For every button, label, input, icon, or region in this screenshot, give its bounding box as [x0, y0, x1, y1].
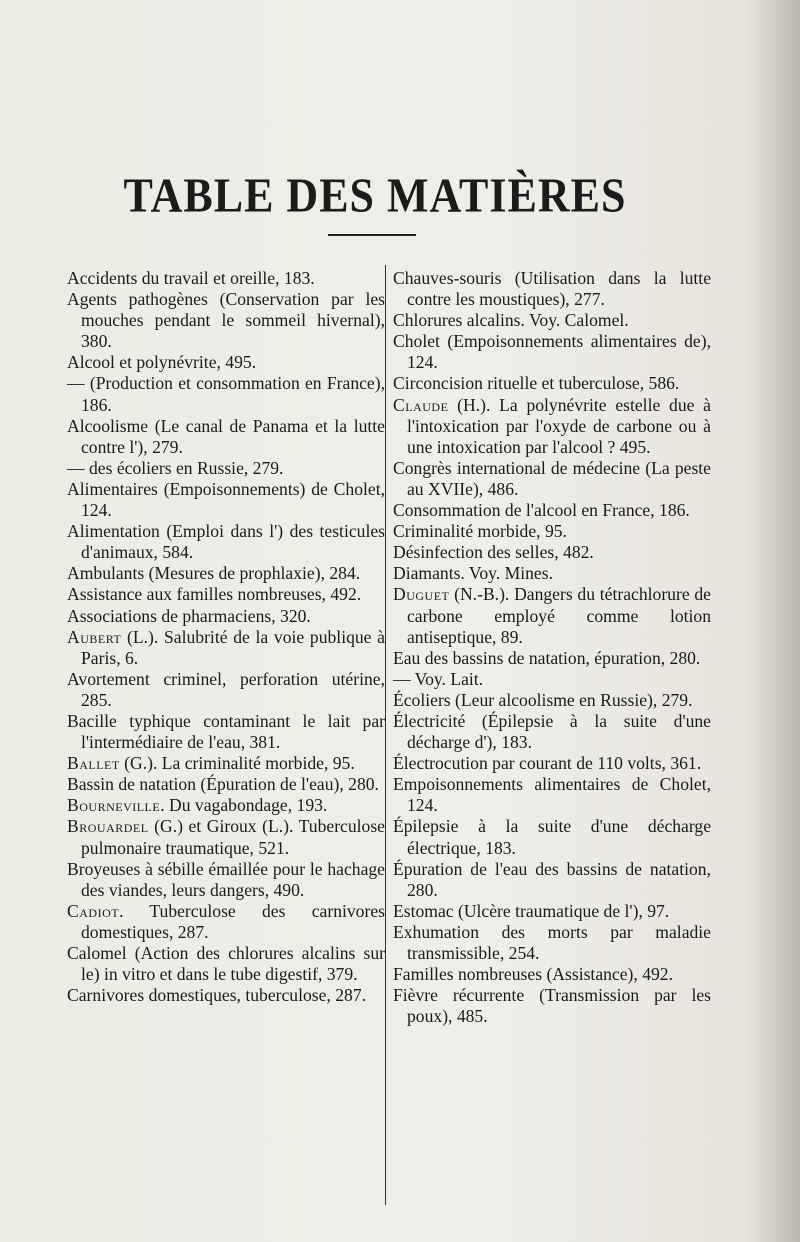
column-divider: [385, 265, 386, 1205]
index-entry: [393, 542, 711, 563]
index-entry: [393, 690, 711, 711]
index-entry: [67, 268, 385, 289]
index-entry: [393, 711, 711, 753]
index-entry: [67, 521, 385, 563]
entry-text: (H.). La polynévrite estelle due à l'intoxication par l'oxyde de carbone ou à une intoxication par l'alcool ? 495.: [407, 394, 711, 457]
index-entry: [67, 373, 385, 415]
author-name: Cadiot: [67, 900, 120, 921]
index-entry: [67, 901, 385, 943]
author-name: Duguet: [393, 584, 450, 605]
entry-text: — Voy. Lait.: [393, 668, 484, 689]
index-entry: [393, 521, 711, 542]
index-entry: [67, 458, 385, 479]
index-entry: [393, 648, 711, 669]
show-through-bleed: [60, 60, 760, 86]
entry-text: (L.). Salubrité de la voie publique à Paris, 6.: [81, 626, 385, 668]
index-entry: [67, 563, 385, 584]
entry-text: Avortement criminel, perforation utérine, 285.: [67, 668, 385, 710]
index-entry: [67, 753, 385, 774]
index-entry: [67, 289, 385, 352]
index-entry: [67, 584, 385, 605]
entry-text: Assistance aux familles nombreuses, 492.: [67, 584, 362, 605]
entry-text: Épilepsie à la suite d'une décharge électrique, 183.: [393, 816, 711, 858]
index-entry: [393, 395, 711, 458]
entry-text: — (Production et consommation en France), 186.: [67, 373, 385, 415]
index-entry: [393, 901, 711, 922]
entry-text: Congrès international de médecine (La peste au XVIIe), 486.: [393, 457, 711, 499]
entry-text: — des écoliers en Russie, 279.: [67, 457, 284, 478]
entry-text: Associations de pharmaciens, 320.: [67, 605, 311, 626]
entry-text: Cholet (Empoisonnements alimentaires de), 124.: [393, 331, 711, 373]
index-entry: [393, 753, 711, 774]
entry-text: Bacille typhique contaminant le lait par l'intermédiaire de l'eau, 381.: [67, 710, 385, 753]
entry-text: Électricité (Épilepsie à la suite d'une décharge d'), 183.: [393, 710, 711, 753]
entry-text: Criminalité morbide, 95.: [393, 521, 567, 542]
author-name: Aubert: [67, 626, 122, 647]
entry-text: Estomac (Ulcère traumatique de l'), 97.: [393, 900, 670, 921]
entry-text: Épuration de l'eau des bassins de natation, 280.: [393, 858, 711, 900]
entry-text: (G.). La criminalité morbide, 95.: [119, 753, 355, 774]
index-column-left: [67, 268, 385, 1006]
index-entry: [393, 816, 711, 858]
entry-text: Écoliers (Leur alcoolisme en Russie), 279.: [393, 689, 693, 710]
entry-text: . Tuberculose des carnivores domestiques, 287.: [81, 900, 385, 942]
index-entry: [67, 774, 385, 795]
index-entry: [393, 985, 711, 1027]
index-entry: [67, 416, 385, 458]
entry-text: Chauves-souris (Utilisation dans la lutte contre les moustiques), 277.: [393, 268, 711, 310]
entry-text: Alimentation (Emploi dans l') des testicules d'animaux, 584.: [67, 521, 385, 563]
index-column-right: [393, 268, 711, 1027]
index-entry: [67, 816, 385, 858]
index-entry: [393, 331, 711, 373]
index-entry: [67, 859, 385, 901]
index-entry: [67, 795, 385, 816]
entry-text: Alimentaires (Empoisonnements) de Cholet, 124.: [67, 478, 385, 521]
entry-text: Familles nombreuses (Assistance), 492.: [393, 964, 673, 985]
entry-text: Diamants. Voy. Mines.: [393, 563, 553, 584]
index-entry: [393, 859, 711, 901]
entry-text: Alcool et polynévrite, 495.: [67, 352, 257, 373]
index-entry: [393, 774, 711, 816]
page-title: TABLE DES MATIÈRES: [123, 168, 627, 223]
entry-text: Consommation de l'alcool en France, 186.: [393, 500, 690, 521]
index-entry: [67, 669, 385, 711]
entry-text: (G.) et Giroux (L.). Tuberculose pulmonaire traumatique, 521.: [81, 816, 385, 858]
index-entry: [67, 606, 385, 627]
entry-text: Électrocution par courant de 110 volts, 361.: [393, 753, 702, 774]
title-rule: [328, 234, 416, 236]
entry-text: Chlorures alcalins. Voy. Calomel.: [393, 310, 629, 331]
index-entry: [393, 964, 711, 985]
index-entry: [67, 479, 385, 521]
index-entry: [393, 669, 711, 690]
entry-text: Agents pathogènes (Conservation par les mouches pendant le sommeil hivernal), 380.: [67, 289, 385, 352]
index-entry: [67, 352, 385, 373]
index-entry: [393, 310, 711, 331]
index-entry: [67, 985, 385, 1006]
index-entry: [67, 711, 385, 753]
index-entry: [393, 268, 711, 310]
entry-text: Calomel (Action des chlorures alcalins sur le) in vitro et dans le tube digestif, 379.: [67, 943, 385, 985]
entry-text: Alcoolisme (Le canal de Panama et la lutte contre l'), 279.: [67, 415, 385, 457]
author-name: Brouardel: [67, 816, 149, 837]
index-entry: [393, 500, 711, 521]
entry-text: Ambulants (Mesures de prophlaxie), 284.: [67, 563, 361, 584]
index-entry: [393, 922, 711, 964]
entry-text: Désinfection des selles, 482.: [393, 542, 594, 563]
entry-text: Bassin de natation (Épuration de l'eau), 280.: [67, 774, 379, 795]
entry-text: . Du vagabondage, 193.: [160, 795, 328, 816]
entry-text: Carnivores domestiques, tuberculose, 287.: [67, 985, 367, 1006]
entry-text: Broyeuses à sébille émaillée pour le hachage des viandes, leurs dangers, 490.: [67, 858, 385, 900]
index-entry: [393, 563, 711, 584]
index-entry: [67, 943, 385, 985]
entry-text: Fièvre récurrente (Transmission par les poux), 485.: [393, 985, 711, 1027]
author-name: Claude: [393, 394, 449, 415]
entry-text: Exhumation des morts par maladie transmissible, 254.: [393, 921, 711, 963]
entry-text: (N.-B.). Dangers du tétrachlorure de carbone employé comme lotion antiseptique, 89.: [407, 584, 711, 647]
index-entry: [393, 373, 711, 394]
entry-text: Circoncision rituelle et tuberculose, 586.: [393, 373, 680, 394]
index-entry: [67, 627, 385, 669]
author-name: Bourneville: [67, 795, 161, 816]
index-entry: [393, 584, 711, 647]
index-entry: [393, 458, 711, 500]
entry-text: Eau des bassins de natation, épuration, 280.: [393, 647, 701, 668]
author-name: Ballet: [67, 753, 120, 774]
entry-text: Empoisonnements alimentaires de Cholet, 124.: [393, 774, 711, 816]
entry-text: Accidents du travail et oreille, 183.: [67, 268, 315, 288]
